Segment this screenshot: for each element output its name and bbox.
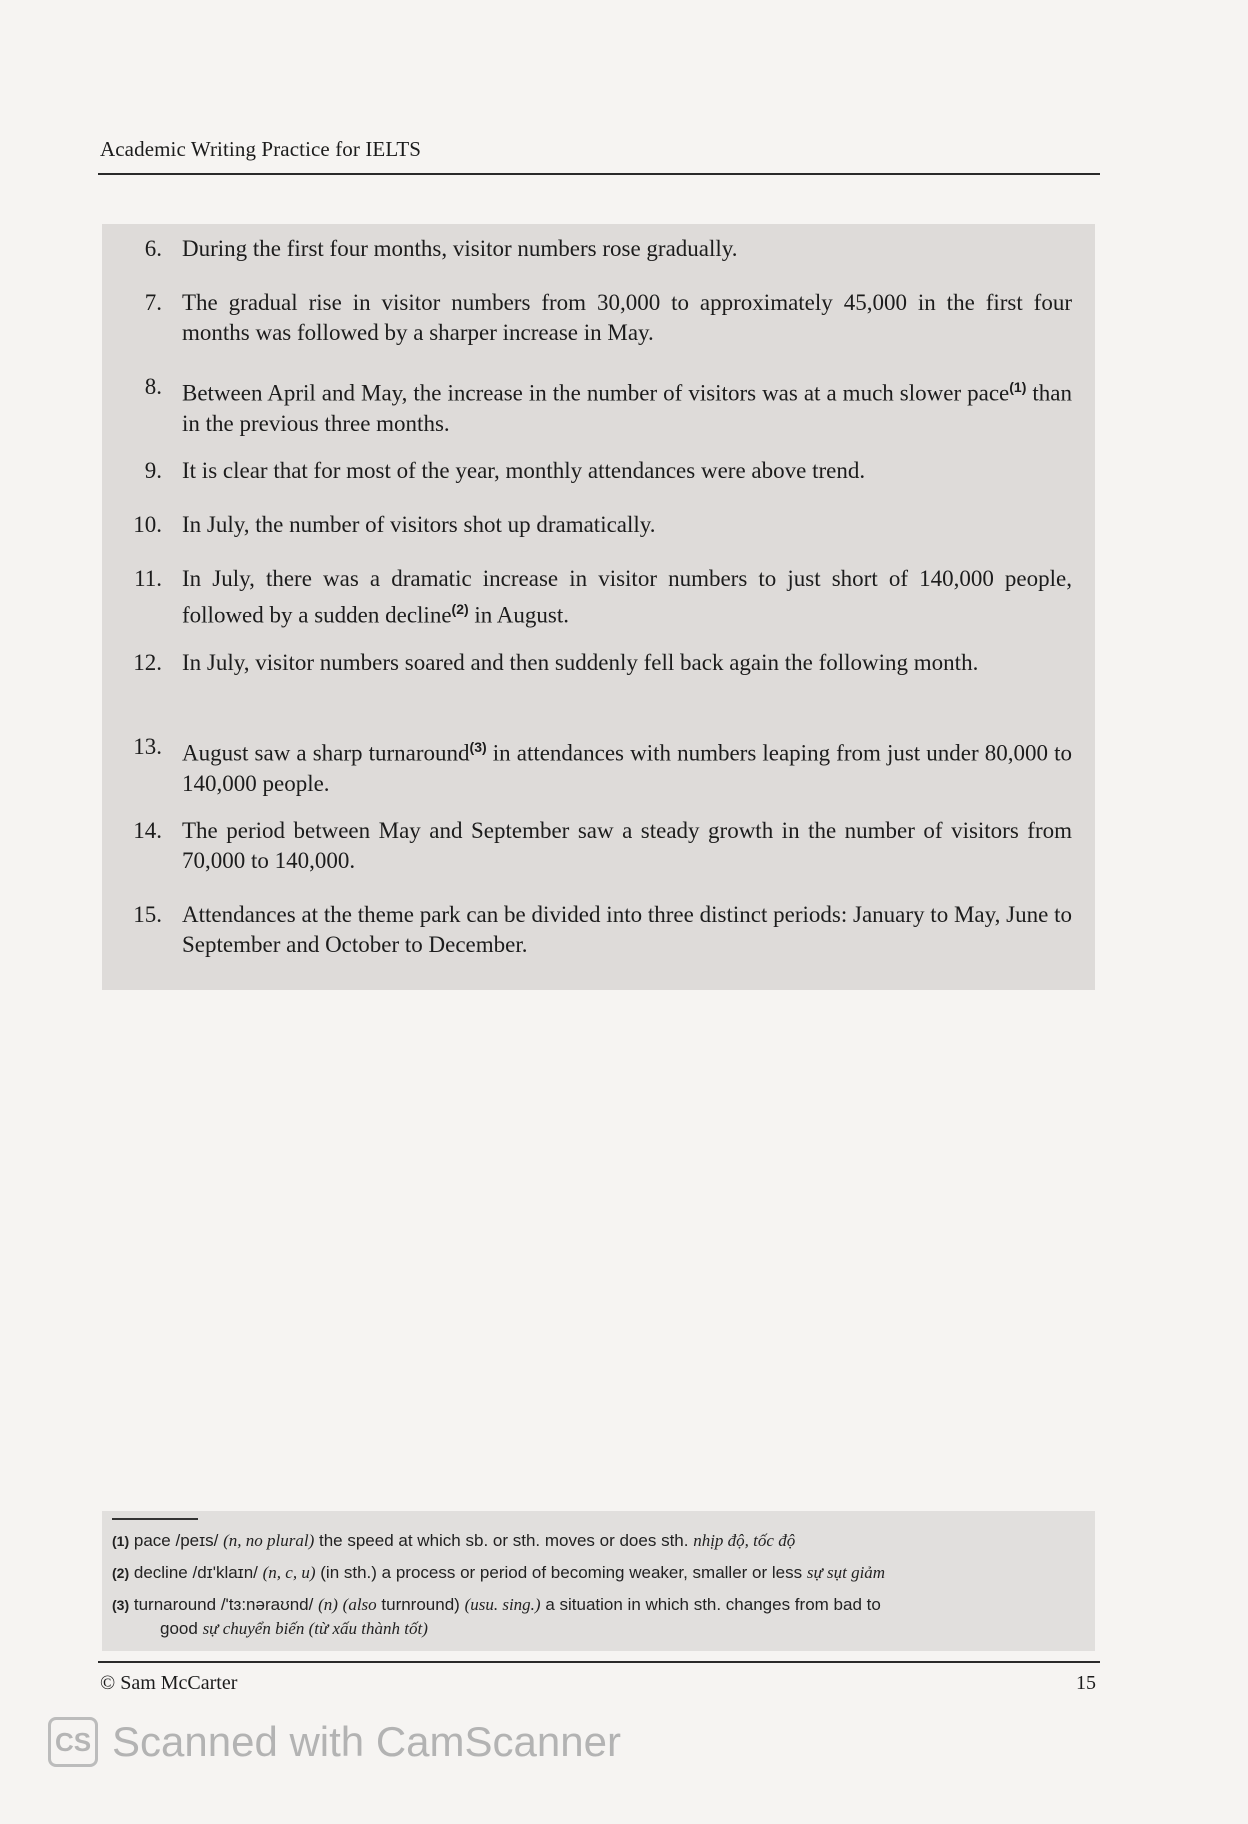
sentence-text: During the first four months, visitor numbers rose gradually. xyxy=(182,236,738,261)
sentence-text xyxy=(182,372,1072,439)
variant-word: turnround) xyxy=(381,1595,460,1614)
footnote-reference: (2) xyxy=(451,601,469,617)
sentence-text: In July, visitor numbers soared and then suddenly fell back again the following month. xyxy=(182,650,979,675)
footnote-rule xyxy=(112,1518,198,1520)
sentence-text: In July, the number of visitors shot up dramatically. xyxy=(182,512,656,537)
vocabulary-footnotes xyxy=(102,1511,1095,1651)
phonetic: /'tɜ:nəraʊnd/ xyxy=(220,1595,314,1614)
definition-continued: good xyxy=(160,1619,198,1638)
sentence-number: 8. xyxy=(144,374,162,399)
definition: (in sth.) a process or period of becoming weaker, smaller or less xyxy=(320,1563,803,1582)
footnote-marker: (3) xyxy=(112,1597,130,1613)
translation: sự chuyển biến (từ xấu thành tốt) xyxy=(202,1619,428,1638)
phonetic: /peɪs/ xyxy=(175,1531,219,1550)
sentence-text xyxy=(182,564,1072,631)
sentence-text-part: than in the previous three months. xyxy=(182,380,1072,436)
headword: decline xyxy=(133,1563,188,1582)
sentence-text-part: Between April and May, the increase in the number of visitors was at a much slower pace xyxy=(182,380,1010,406)
grammar-label: (n) xyxy=(318,1595,338,1614)
sentence-number: 11. xyxy=(134,566,162,591)
sentence-text: Attendances at the theme park can be divided into three distinct periods: January to May, June to September and October to December. xyxy=(182,902,1072,957)
headword: pace xyxy=(133,1531,171,1550)
sentence-number: 15. xyxy=(133,902,162,927)
footnote-entry xyxy=(112,1529,1072,1553)
sentence-number: 10. xyxy=(133,512,162,537)
sentence-number: 9. xyxy=(144,458,162,483)
sentence-number: 12. xyxy=(133,650,162,675)
footnote-reference: (3) xyxy=(469,739,487,755)
sentence-number: 7. xyxy=(144,290,162,315)
also-label: (also xyxy=(342,1595,377,1614)
sentence-number: 13. xyxy=(133,734,162,759)
sentence-text-part: in August. xyxy=(468,602,569,628)
page-number: 15 xyxy=(1076,1672,1096,1694)
translation: sự sụt giảm xyxy=(806,1563,886,1582)
header-divider xyxy=(98,173,1100,175)
sentence-text xyxy=(182,732,1072,799)
camscanner-logo-icon: CS xyxy=(48,1717,98,1767)
translation: nhịp độ, tốc độ xyxy=(693,1531,796,1550)
sentence-text: The gradual rise in visitor numbers from 30,000 to approximately 45,000 in the first four months was followed by a sharper increase in May. xyxy=(182,290,1072,345)
definition: the speed at which sb. or sth. moves or does sth. xyxy=(319,1531,689,1550)
usage-label: (usu. sing.) xyxy=(464,1595,541,1614)
grammar-label: (n, c, u) xyxy=(262,1563,316,1582)
footnote-reference: (1) xyxy=(1009,379,1027,395)
sentence-number: 14. xyxy=(133,818,162,843)
running-header: Academic Writing Practice for IELTS xyxy=(100,137,422,161)
exercise-sentences-box xyxy=(102,224,1095,990)
footnote-marker: (1) xyxy=(112,1533,130,1549)
footer-divider xyxy=(98,1661,1100,1663)
phonetic: /dɪ'klaɪn/ xyxy=(192,1563,258,1582)
footnote-entry xyxy=(112,1593,1072,1617)
sentence-text: It is clear that for most of the year, monthly attendances were above trend. xyxy=(182,458,866,483)
grammar-label: (n, no plural) xyxy=(223,1531,315,1550)
footnote-marker: (2) xyxy=(112,1565,130,1581)
continuation-line xyxy=(160,1617,428,1641)
sentence-text-part: August saw a sharp turnaround xyxy=(182,740,470,766)
camscanner-watermark xyxy=(48,1712,621,1772)
copyright-notice: © Sam McCarter xyxy=(100,1672,238,1694)
sentence-number: 6. xyxy=(144,236,162,261)
sentence-text-part: in attendances with numbers leaping from just under 80,000 to 140,000 people. xyxy=(182,740,1072,796)
watermark-text: Scanned with CamScanner xyxy=(112,1718,621,1765)
sentence-text-part: In July, there was a dramatic increase in visitor numbers to just short of 140,000 people, followed by a sudden decline xyxy=(182,566,1072,628)
definition: a situation in which sth. changes from bad to xyxy=(545,1595,881,1614)
sentence-text: The period between May and September saw a steady growth in the number of visitors from 70,000 to 140,000. xyxy=(182,818,1072,873)
footnote-entry xyxy=(112,1561,1072,1585)
headword: turnaround xyxy=(133,1595,217,1614)
